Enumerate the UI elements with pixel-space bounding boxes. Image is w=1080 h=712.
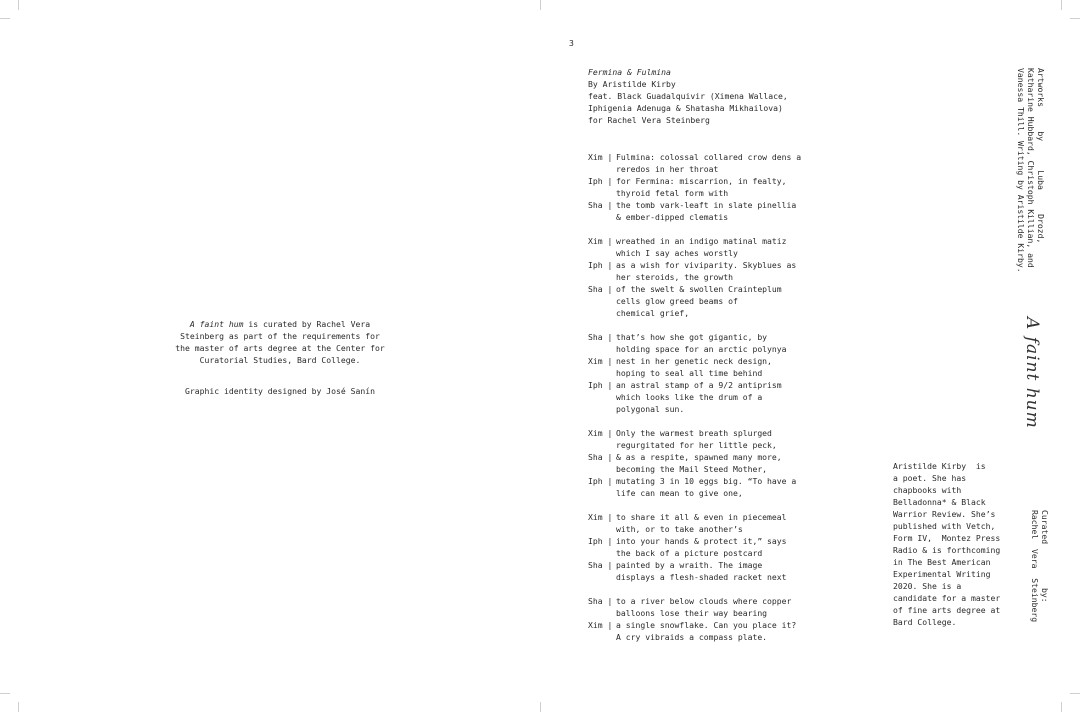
poem-line xyxy=(588,187,818,199)
speaker-tag: Sha | xyxy=(588,283,612,295)
poem-dedication: for Rachel Vera Steinberg xyxy=(588,115,710,125)
poem-line xyxy=(588,487,818,499)
line-text: with, or to take another’s xyxy=(616,524,743,534)
stanza xyxy=(588,427,818,499)
speaker-tag: Xim | xyxy=(588,427,612,439)
curator-line: Rachel Vera Steinberg xyxy=(1030,510,1040,623)
page-number: 3 xyxy=(569,38,574,48)
stanza xyxy=(588,511,818,583)
speaker-tag: Xim | xyxy=(588,355,612,367)
speaker-tag: Iph | xyxy=(588,259,612,271)
poem-line xyxy=(588,343,818,355)
poem-line xyxy=(588,295,818,307)
line-text: thyroid fetal form with xyxy=(616,188,729,198)
line-text: which I say aches worstly xyxy=(616,248,738,258)
speaker-tag: Iph | xyxy=(588,175,612,187)
poem-line xyxy=(588,523,818,535)
poem-header xyxy=(588,66,818,126)
poem-line xyxy=(588,403,818,415)
poem xyxy=(588,66,818,655)
line-text: polygonal sun. xyxy=(616,404,685,414)
poem-line xyxy=(588,175,818,187)
line-text: A cry vibraids a compass plate. xyxy=(616,632,768,642)
poem-line xyxy=(588,559,818,571)
curator-line: Curated by: xyxy=(1040,510,1050,603)
colophon-title: A faint hum xyxy=(189,319,244,329)
crop-mark-top-center xyxy=(540,0,541,10)
speaker-tag: Xim | xyxy=(588,511,612,523)
poem-line xyxy=(588,439,818,451)
line-text: & ember-dipped clematis xyxy=(616,212,729,222)
credits-line: Katharine Hubbard, Christoph Killian, and xyxy=(1026,68,1036,268)
speaker-tag: Xim | xyxy=(588,151,612,163)
line-text: that’s how she got gigantic, by xyxy=(616,332,768,342)
speaker-tag: Sha | xyxy=(588,331,612,343)
line-text: into your hands & protect it,” says xyxy=(616,536,787,546)
poem-line xyxy=(588,271,818,283)
credits-line: Vanessa Thill. Writing by Aristilde Kirby. xyxy=(1016,68,1026,273)
line-text: painted by a wraith. The image xyxy=(616,560,763,570)
crop-mark-bottom-left xyxy=(18,702,19,712)
poem-line xyxy=(588,391,818,403)
stanza xyxy=(588,331,818,415)
line-text: her steroids, the growth xyxy=(616,272,733,282)
line-text: Only the warmest breath splurged xyxy=(616,428,772,438)
poem-line xyxy=(588,619,818,631)
poem-line xyxy=(588,283,818,295)
poem-feat-line-1: feat. Black Guadalquivir (Ximena Wallace, xyxy=(588,91,788,101)
line-text: the tomb vark-leaft in slate pinellia xyxy=(616,200,797,210)
line-text: to a river below clouds where copper xyxy=(616,596,792,606)
poem-line xyxy=(588,247,818,259)
crop-mark-bottom-right xyxy=(1061,702,1062,712)
poem-line xyxy=(588,211,818,223)
poem-line xyxy=(588,475,818,487)
poem-line xyxy=(588,427,818,439)
poem-line xyxy=(588,547,818,559)
speaker-tag: Iph | xyxy=(588,379,612,391)
line-text: becoming the Mail Steed Mother, xyxy=(616,464,768,474)
crop-mark-left-bottom xyxy=(0,693,10,694)
crop-mark-top-left xyxy=(18,0,19,10)
line-text: to share it all & even in piecemeal xyxy=(616,512,787,522)
poem-line xyxy=(588,235,818,247)
author-bio: Aristilde Kirby is a poet. She has chapbooks with Belladonna* & Black Warrior Review. She’s published with Vetch, Form IV, Montez Press Radio & is forthcoming in The Best American Experimental Writing 2020. She is a candidate for a master of fine arts degree at Bard College. xyxy=(893,461,1001,627)
line-text: an astral stamp of a 9/2 antiprism xyxy=(616,380,782,390)
line-text: Fulmina: colossal collared crow dens a xyxy=(616,152,802,162)
line-text: wreathed in an indigo matinal matiz xyxy=(616,236,787,246)
crop-mark-right-bottom xyxy=(1070,693,1080,694)
poem-line xyxy=(588,595,818,607)
crop-mark-top-right xyxy=(1061,0,1062,10)
poem-line xyxy=(588,607,818,619)
poem-line xyxy=(588,511,818,523)
crop-mark-right-top xyxy=(1070,18,1080,19)
poem-stanzas xyxy=(588,151,818,643)
line-text: mutating 3 in 10 eggs big. “To have a xyxy=(616,476,797,486)
poem-line xyxy=(588,379,818,391)
poem-line xyxy=(588,331,818,343)
line-text: for Fermina: miscarrion, in fealty, xyxy=(616,176,787,186)
crop-mark-left-top xyxy=(0,18,10,19)
colophon-text xyxy=(172,318,388,366)
poem-line xyxy=(588,535,818,547)
crop-mark-bottom-center xyxy=(540,702,541,712)
poem-title: Fermina & Fulmina xyxy=(588,67,671,77)
speaker-tag: Sha | xyxy=(588,559,612,571)
poem-line xyxy=(588,571,818,583)
poem-line xyxy=(588,367,818,379)
line-text: hoping to seal all time behind xyxy=(616,368,763,378)
line-text: regurgitated for her little peck, xyxy=(616,440,777,450)
line-text: balloons lose their way bearing xyxy=(616,608,768,618)
speaker-tag: Sha | xyxy=(588,199,612,211)
line-text: of the swelt & swollen Crainteplum xyxy=(616,284,782,294)
poem-line xyxy=(588,463,818,475)
line-text: a single snowflake. Can you place it? xyxy=(616,620,797,630)
stanza xyxy=(588,595,818,643)
speaker-tag: Xim | xyxy=(588,619,612,631)
line-text: life can mean to give one, xyxy=(616,488,743,498)
line-text: chemical grief, xyxy=(616,308,690,318)
colophon-body: is curated by Rachel Vera Steinberg as part of the requirements for the master of arts degree at the Center for Curatorial Studies, Bard College. xyxy=(175,319,385,365)
line-text: nest in her genetic neck design, xyxy=(616,356,772,366)
poem-line xyxy=(588,151,818,163)
line-text: reredos in her throat xyxy=(616,164,719,174)
poem-line xyxy=(588,307,818,319)
speaker-tag: Sha | xyxy=(588,451,612,463)
line-text: holding space for an arctic polynya xyxy=(616,344,787,354)
exhibition-title: A faint hum xyxy=(1022,317,1042,429)
poem-line xyxy=(588,451,818,463)
line-text: displays a flesh-shaded racket next xyxy=(616,572,787,582)
poem-line xyxy=(588,259,818,271)
line-text: which looks like the drum of a xyxy=(616,392,763,402)
poem-line xyxy=(588,199,818,211)
stanza xyxy=(588,151,818,223)
line-text: & as a respite, spawned many more, xyxy=(616,452,782,462)
poem-line xyxy=(588,355,818,367)
line-text: the back of a picture postcard xyxy=(616,548,763,558)
poem-line xyxy=(588,631,818,643)
curator-credit xyxy=(1030,510,1050,622)
poem-line xyxy=(588,163,818,175)
poem-feat-line-2: Iphigenia Adenuga & Shatasha Mikhailova) xyxy=(588,103,783,113)
design-credit: Graphic identity designed by José Sanín xyxy=(184,386,376,396)
speaker-tag: Iph | xyxy=(588,535,612,547)
artist-credits xyxy=(1016,68,1046,273)
poem-author: By Aristilde Kirby xyxy=(588,79,676,89)
credits-line: Artworks by Luba Drozd, xyxy=(1036,68,1046,244)
line-text: cells glow greed beams of xyxy=(616,296,738,306)
speaker-tag: Xim | xyxy=(588,235,612,247)
line-text: as a wish for viviparity. Skyblues as xyxy=(616,260,797,270)
colophon xyxy=(172,318,388,397)
stanza xyxy=(588,235,818,319)
speaker-tag: Iph | xyxy=(588,475,612,487)
speaker-tag: Sha | xyxy=(588,595,612,607)
